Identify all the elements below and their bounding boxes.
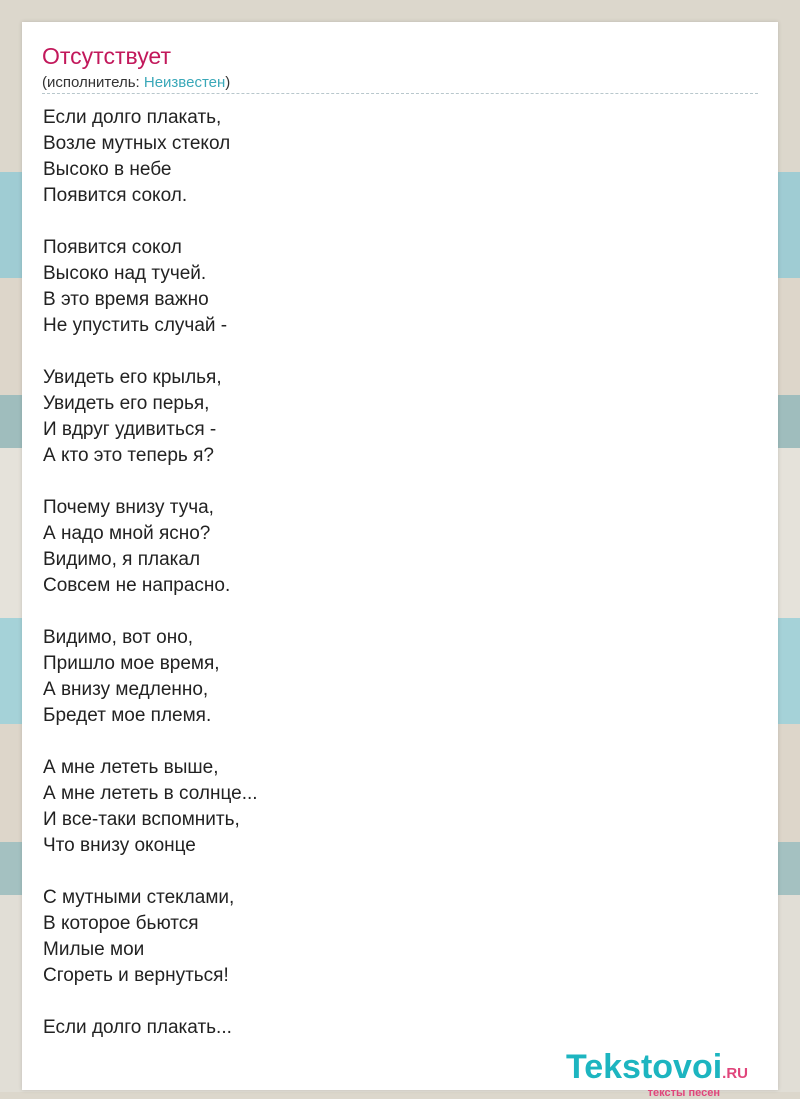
artist-suffix: ) — [225, 74, 231, 91]
lyric-line: Появится сокол. — [43, 185, 188, 206]
lyric-line: Милые мои — [43, 939, 145, 960]
lyric-line: Почему внизу туча, — [43, 497, 214, 518]
site-logo[interactable] — [566, 1048, 748, 1099]
stanza — [43, 625, 743, 729]
artist-line — [42, 74, 230, 91]
divider — [42, 93, 758, 94]
stanza — [43, 105, 743, 209]
lyrics-page — [22, 22, 778, 1099]
lyric-line: Появится сокол — [43, 237, 182, 258]
lyric-line: Если долго плакать... — [43, 1017, 232, 1038]
logo-tagline: тексты песен — [647, 1087, 720, 1099]
lyric-line: Возле мутных стекол — [43, 133, 231, 154]
lyric-line: А мне лететь выше, — [43, 757, 219, 778]
lyric-line: И все-таки вспомнить, — [43, 809, 240, 830]
lyric-line: Увидеть его перья, — [43, 393, 210, 414]
lyric-line: В это время важно — [43, 289, 209, 310]
artist-prefix: (исполнитель: — [42, 74, 144, 91]
stanza — [43, 1015, 743, 1041]
lyric-line: А мне лететь в солнце... — [43, 783, 258, 804]
lyric-line: Не упустить случай - — [43, 315, 228, 336]
lyric-line: Сгореть и вернуться! — [43, 965, 229, 986]
stanza — [43, 235, 743, 339]
lyric-line: Если долго плакать, — [43, 107, 222, 128]
stanza — [43, 495, 743, 599]
lyric-line: Увидеть его крылья, — [43, 367, 222, 388]
lyric-line: Что внизу оконце — [43, 835, 196, 856]
lyric-line: А кто это теперь я? — [43, 445, 214, 466]
lyric-line: Бредет мое племя. — [43, 705, 212, 726]
lyric-line: С мутными стеклами, — [43, 887, 235, 908]
lyric-line: Видимо, я плакал — [43, 549, 201, 570]
artist-link[interactable]: Неизвестен — [143, 74, 226, 91]
lyric-line: Высоко в небе — [43, 159, 172, 180]
lyric-line: Совсем не напрасно. — [43, 575, 231, 596]
lyric-line: В которое бьются — [43, 913, 199, 934]
lyric-line: А надо мной ясно? — [43, 523, 211, 544]
lyrics-body — [43, 105, 743, 1067]
stanza — [43, 885, 743, 989]
lyric-line: И вдруг удивиться - — [43, 419, 217, 440]
lyric-line: Видимо, вот оно, — [43, 627, 194, 648]
song-title: Отсутствует — [42, 43, 171, 69]
stanza — [43, 755, 743, 859]
lyric-line: Пришло мое время, — [43, 653, 220, 674]
lyric-line: А внизу медленно, — [43, 679, 209, 700]
logo-tld: .RU — [722, 1065, 748, 1082]
lyric-line: Высоко над тучей. — [43, 263, 207, 284]
logo-name: Tekstovoi — [565, 1048, 723, 1086]
stanza — [43, 365, 743, 469]
